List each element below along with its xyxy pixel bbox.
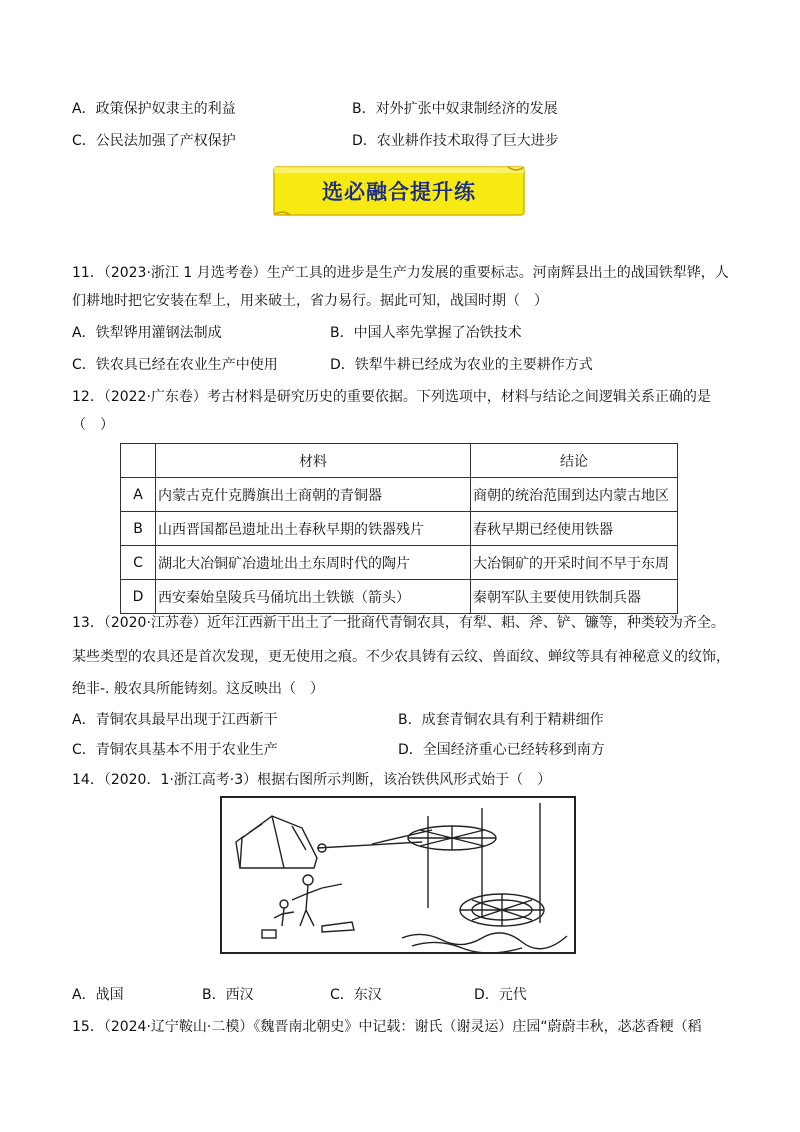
q13-option-d: D．全国经济重心已经转移到南方 (398, 742, 605, 758)
table-row (121, 478, 678, 512)
material-table (120, 443, 678, 614)
q13-option-c: C．青铜农具基本不用于农业生产 (72, 742, 278, 758)
table-row (121, 546, 678, 580)
table-row (121, 580, 678, 614)
table-header-row (121, 444, 678, 478)
row-material: 山西晋国都邑遗址出土春秋早期的铁器残片 (156, 512, 471, 546)
q11-option-c: C．铁农具已经在农业生产中使用 (72, 357, 278, 373)
option-c: C．公民法加强了产权保护 (72, 133, 236, 149)
q12-stem-2: （ ） (72, 417, 114, 433)
banner-title: 选必融合提升练 (322, 180, 476, 204)
row-key: A (121, 478, 156, 512)
q13-option-b: B．成套青铜农具有利于精耕细作 (398, 712, 604, 728)
q13-stem-2: 某些类型的农具还是首次发现，更无使用之痕。不少农具铸有云纹、兽面纹、蝉纹等具有神秘意义的纹饰， (72, 649, 730, 665)
q11-option-b: B．中国人率先掌握了冶铁技术 (330, 325, 522, 341)
row-conclusion: 春秋早期已经使用铁器 (471, 512, 678, 546)
q14-option-c: C．东汉 (330, 987, 382, 1003)
row-conclusion: 大冶铜矿的开采时间不早于东周 (471, 546, 678, 580)
row-conclusion: 商朝的统治范围到达内蒙古地区 (471, 478, 678, 512)
table-row (121, 512, 678, 546)
q11-option-d: D．铁犁牛耕已经成为农业的主要耕作方式 (330, 357, 593, 373)
row-material: 内蒙古克什克腾旗出土商朝的青铜器 (156, 478, 471, 512)
row-material: 西安秦始皇陵兵马俑坑出土铁镞（箭头） (156, 580, 471, 614)
table-header-material: 材料 (156, 444, 471, 478)
q12-stem-1: 12．（2022·广东卷）考古材料是研究历史的重要依据。下列选项中，材料与结论之间逻辑关系正确的是 (72, 389, 711, 405)
q14-option-d: D．元代 (474, 987, 527, 1003)
q11-stem-1: 11．（2023·浙江 1 月选考卷）生产工具的进步是生产力发展的重要标志。河南辉县出土的战国铁犁铧，人 (72, 265, 729, 281)
option-a: A．政策保护奴隶主的利益 (72, 101, 236, 117)
table-header-conclusion: 结论 (471, 444, 678, 478)
q13-stem-1: 13．（2020·江苏卷）近年江西新干出土了一批商代青铜农具，有犁、耜、斧、铲、镰等，种类较为齐全。 (72, 615, 725, 631)
q14-option-a: A．战国 (72, 987, 124, 1003)
q14-option-b: B．西汉 (202, 987, 254, 1003)
option-b: B．对外扩张中奴隶制经济的发展 (352, 101, 558, 117)
row-conclusion: 秦朝军队主要使用铁制兵器 (471, 580, 678, 614)
row-key: D (121, 580, 156, 614)
smelting-illustration (220, 796, 576, 954)
row-key: C (121, 546, 156, 580)
q13-stem-3: 绝非-. 般农具所能铸刻。这反映出（ ） (72, 681, 324, 697)
section-banner (272, 165, 526, 217)
option-d: D．农业耕作技术取得了巨大进步 (352, 133, 559, 149)
q11-option-a: A．铁犁铧用灌钢法制成 (72, 325, 222, 341)
table-header-blank (121, 444, 156, 478)
row-key: B (121, 512, 156, 546)
water-bellows-icon (222, 798, 574, 952)
q15-stem-1: 15．（2024·辽宁鞍山·二模）《魏晋南北朝史》中记载：谢氏（谢灵运）庄园“蔚蔚丰秋，苾苾香粳（稻 (72, 1019, 702, 1035)
q13-option-a: A．青铜农具最早出现于江西新干 (72, 712, 278, 728)
row-material: 湖北大冶铜矿冶遗址出土东周时代的陶片 (156, 546, 471, 580)
q14-stem-1: 14．（2020．1·浙江高考·3）根据右图所示判断，该冶铁供风形式始于（ ） (72, 772, 552, 788)
q11-stem-2: 们耕地时把它安装在犁上，用来破土，省力易行。据此可知，战国时期（ ） (72, 293, 548, 309)
